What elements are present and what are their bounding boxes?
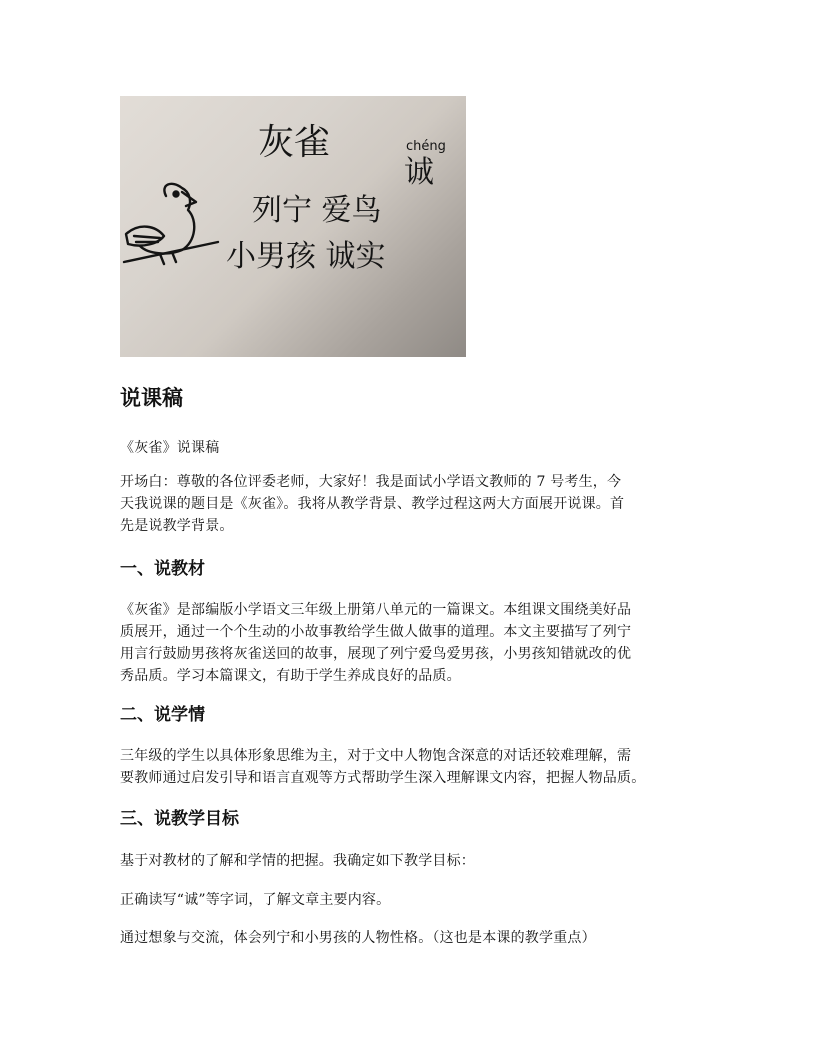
section1-line: 《灰雀》是部编版小学语文三年级上册第八单元的一篇课文。本组课文围绕美好品 bbox=[120, 602, 632, 618]
whiteboard-photo bbox=[120, 96, 466, 357]
section1-line: 秀品质。学习本篇课文，有助于学生养成良好的品质。 bbox=[120, 668, 461, 684]
section2-line: 三年级的学生以具体形象思维为主，对于文中人物饱含深意的对话还较难理解，需 bbox=[120, 748, 632, 764]
section-heading-students: 二、说学情 bbox=[120, 705, 205, 725]
intro-line: 天我说课的题目是《灰雀》。我将从教学背景、教学过程这两大方面展开说课。首 bbox=[120, 496, 625, 512]
section-heading-goals: 三、说教学目标 bbox=[120, 809, 239, 829]
intro-line: 先是说教学背景。 bbox=[120, 518, 234, 534]
photo-title-chars: 灰雀 bbox=[258, 122, 331, 163]
section1-paragraph bbox=[120, 599, 710, 687]
page-title: 说课稿 bbox=[120, 386, 183, 410]
intro-paragraph bbox=[120, 471, 710, 537]
photo-char: 诚 bbox=[404, 155, 434, 190]
intro-line: 开场白：尊敬的各位评委老师，大家好！我是面试小学语文教师的 7 号考生，今 bbox=[120, 474, 622, 490]
section1-line: 质展开，通过一个个生动的小故事教给学生做人做事的道理。本文主要描写了列宁 bbox=[120, 624, 632, 640]
subtitle: 《灰雀》说课稿 bbox=[120, 440, 220, 456]
section2-paragraph bbox=[120, 745, 710, 789]
goals-intro: 基于对教材的了解和学情的把握。我确定如下教学目标： bbox=[120, 853, 475, 869]
section-heading-textbook: 一、说教材 bbox=[120, 559, 205, 579]
goal-item-2: 通过想象与交流，体会列宁和小男孩的人物性格。（这也是本课的教学重点） bbox=[120, 930, 596, 946]
section2-line: 要教师通过启发引导和语言直观等方式帮助学生深入理解课文内容，把握人物品质。 bbox=[120, 770, 646, 786]
section1-line: 用言行鼓励男孩将灰雀送回的故事，展现了列宁爱鸟爱男孩，小男孩知错就改的优 bbox=[120, 646, 632, 662]
goal-item-1: 正确读写“诚”等字词，了解文章主要内容。 bbox=[120, 892, 391, 908]
bird-drawing bbox=[124, 184, 218, 264]
photo-line2: 小男孩 诚实 bbox=[226, 239, 386, 274]
photo-pinyin: chéng bbox=[406, 139, 446, 154]
photo-line1: 列宁 爱鸟 bbox=[252, 193, 382, 228]
